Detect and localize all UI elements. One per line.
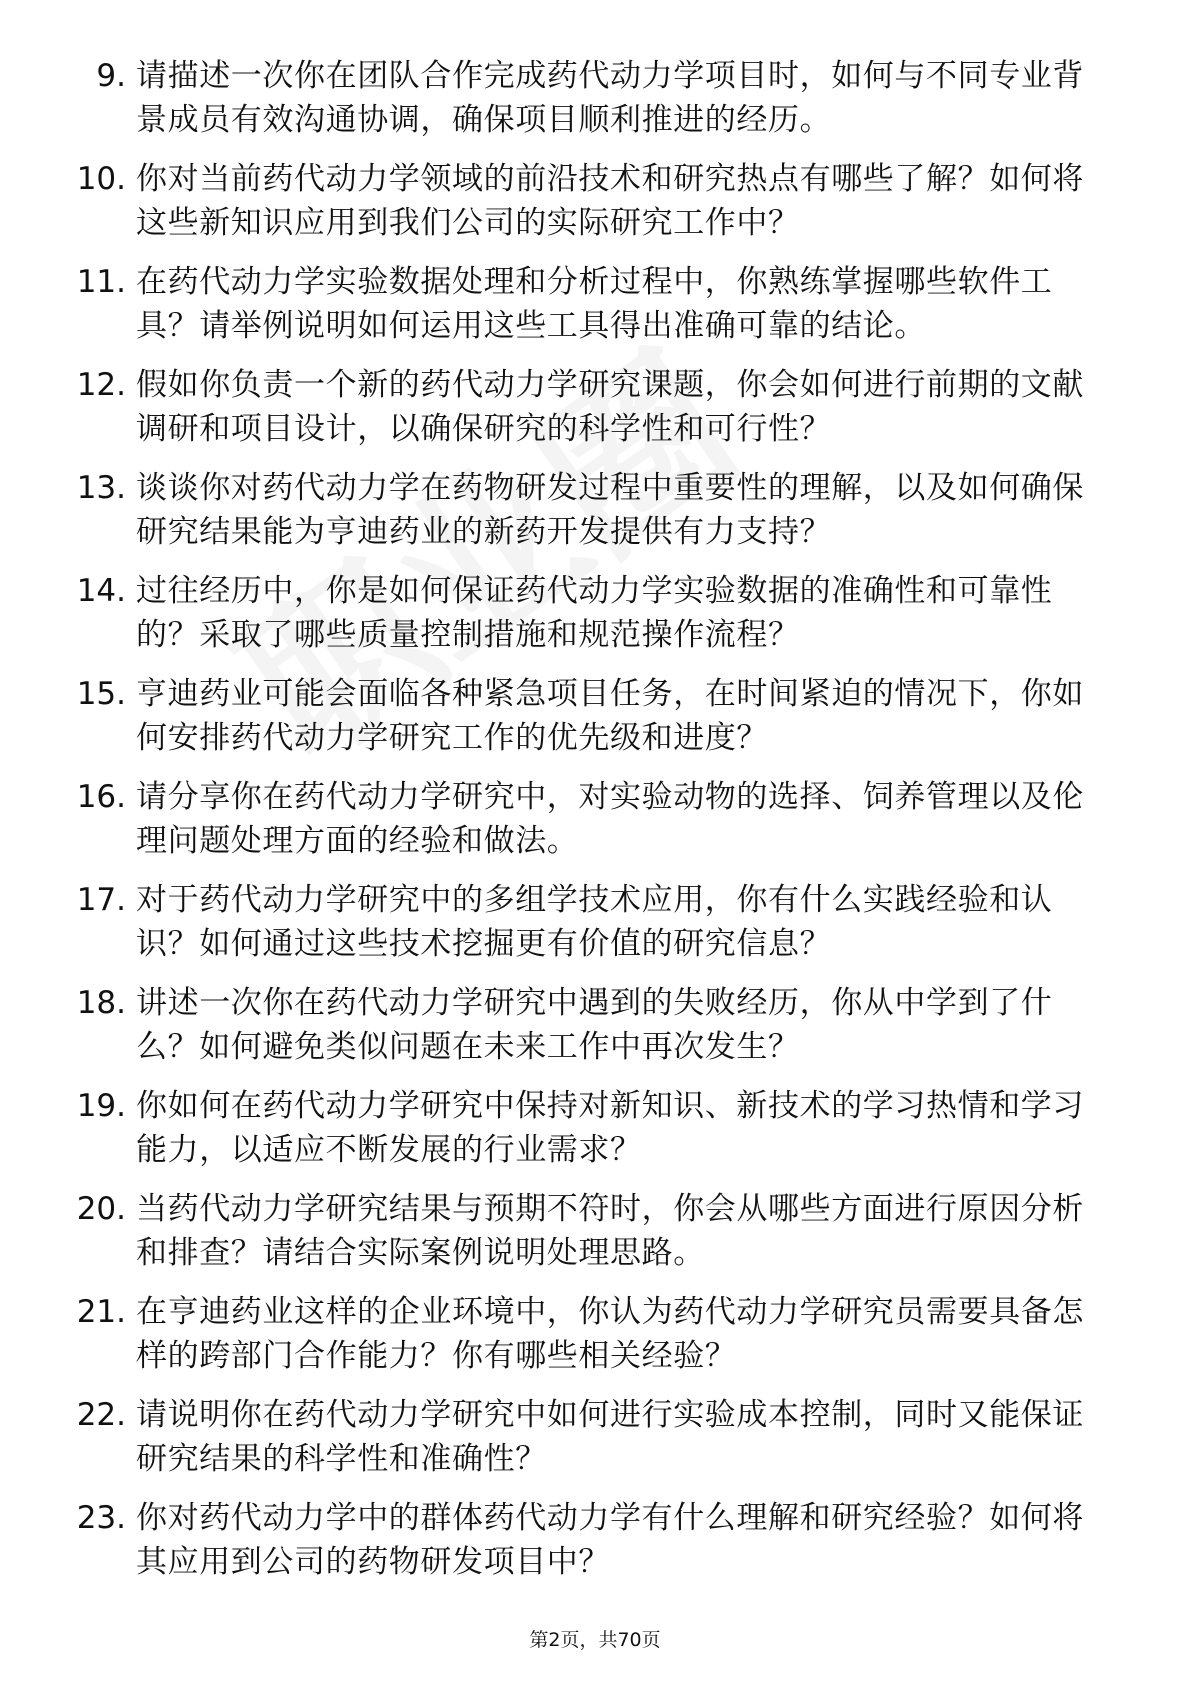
list-item: [56, 672, 1106, 763]
question-number: 21.: [76, 1294, 126, 1330]
list-item: [56, 363, 1106, 454]
question-number: 22.: [76, 1397, 126, 1433]
question-text: 在药代动力学实验数据处理和分析过程中，你熟练掌握哪些软件工具？请举例说明如何运用这些工具得出准确可靠的结论。: [136, 264, 1053, 344]
question-text: 对于药代动力学研究中的多组学技术应用，你有什么实践经验和认识？如何通过这些技术挖掘更有价值的研究信息？: [136, 882, 1053, 962]
question-number: 10.: [76, 161, 126, 197]
list-item: [56, 1393, 1106, 1484]
question-list: [56, 54, 1106, 1599]
list-item: [56, 1084, 1106, 1175]
question-number: 23.: [76, 1500, 126, 1536]
list-item: [56, 1187, 1106, 1278]
list-item: [56, 981, 1106, 1072]
question-text: 在亨迪药业这样的企业环境中，你认为药代动力学研究员需要具备怎样的跨部门合作能力？你有哪些相关经验？: [136, 1294, 1084, 1374]
question-number: 15.: [76, 676, 126, 712]
list-item: [56, 569, 1106, 660]
list-item: [56, 878, 1106, 969]
question-text: 请描述一次你在团队合作完成药代动力学项目时，如何与不同专业背景成员有效沟通协调，确保项目顺利推进的经历。: [136, 58, 1084, 138]
question-text: 请分享你在药代动力学研究中，对实验动物的选择、饲养管理以及伦理问题处理方面的经验和做法。: [136, 779, 1084, 859]
question-number: 17.: [76, 882, 126, 918]
question-number: 11.: [76, 264, 126, 300]
question-text: 请说明你在药代动力学研究中如何进行实验成本控制，同时又能保证研究结果的科学性和准确性？: [136, 1397, 1084, 1477]
question-text: 谈谈你对药代动力学在药物研发过程中重要性的理解，以及如何确保研究结果能为亨迪药业的新药开发提供有力支持？: [136, 470, 1084, 550]
question-text: 当药代动力学研究结果与预期不符时，你会从哪些方面进行原因分析和排查？请结合实际案例说明处理思路。: [136, 1191, 1084, 1271]
list-item: [56, 157, 1106, 248]
list-item: [56, 54, 1106, 145]
list-item: [56, 775, 1106, 866]
question-number: 18.: [76, 985, 126, 1021]
question-number: 9.: [96, 58, 126, 94]
question-text: 你对药代动力学中的群体药代动力学有什么理解和研究经验？如何将其应用到公司的药物研发项目中？: [136, 1500, 1084, 1580]
question-text: 亨迪药业可能会面临各种紧急项目任务，在时间紧迫的情况下，你如何安排药代动力学研究工作的优先级和进度？: [136, 676, 1084, 756]
question-number: 16.: [76, 779, 126, 815]
list-item: [56, 1496, 1106, 1587]
list-item: [56, 1290, 1106, 1381]
page-indicator: 第2页，共70页: [529, 1629, 661, 1651]
question-number: 20.: [76, 1191, 126, 1227]
question-text: 过往经历中，你是如何保证药代动力学实验数据的准确性和可靠性的？采取了哪些质量控制措施和规范操作流程？: [136, 573, 1053, 653]
question-text: 假如你负责一个新的药代动力学研究课题，你会如何进行前期的文献调研和项目设计，以确保研究的科学性和可行性？: [136, 367, 1084, 447]
question-number: 12.: [76, 367, 126, 403]
question-text: 你如何在药代动力学研究中保持对新知识、新技术的学习热情和学习能力，以适应不断发展的行业需求？: [136, 1088, 1084, 1168]
question-text: 你对当前药代动力学领域的前沿技术和研究热点有哪些了解？如何将这些新知识应用到我们公司的实际研究工作中？: [136, 161, 1084, 241]
question-text: 讲述一次你在药代动力学研究中遇到的失败经历，你从中学到了什么？如何避免类似问题在未来工作中再次发生？: [136, 985, 1053, 1065]
question-number: 19.: [76, 1088, 126, 1124]
list-item: [56, 466, 1106, 557]
list-item: [56, 260, 1106, 351]
question-number: 13.: [76, 470, 126, 506]
question-number: 14.: [76, 573, 126, 609]
